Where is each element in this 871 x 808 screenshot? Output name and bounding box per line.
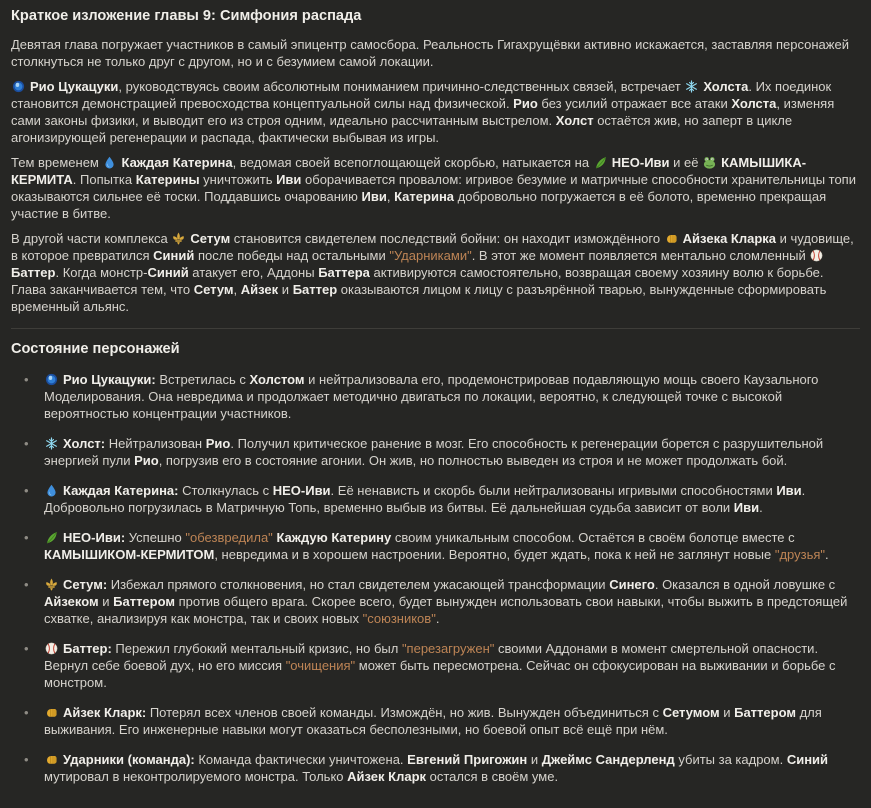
bold-text: Сетум — [193, 282, 234, 297]
list-item-setum — [11, 576, 860, 627]
text-run: без усилий отражает все атаки — [537, 96, 732, 111]
rio-orb-icon — [12, 80, 25, 93]
text-run: против общего врага. Скорее всего, будет вынужден использовать свои навыки, чтобы выжить в предстоящей схватке, анализируя как монстра, так и своих новых — [44, 594, 848, 626]
text-run: и — [98, 594, 114, 609]
section-title: Состояние персонажей — [11, 341, 180, 357]
text-run: Столкнулась с — [178, 483, 273, 498]
bold-text: Синий — [147, 265, 189, 280]
bold-text: Холстом — [249, 372, 305, 387]
ivy-herb-icon — [594, 156, 607, 169]
text-run: . Когда монстр- — [55, 265, 148, 280]
bold-text: Рио — [513, 96, 538, 111]
bold-text: Айзеком — [44, 594, 99, 609]
text-run: и нейтрализовала его, продемонстрировав подавляющую мощь своего Каузального Моделирования. Она невредима и продолжает методично двигаться по локации, вероятно, к следующей точке с высокой вероятностью концентрации участников. — [44, 372, 819, 421]
bold-text: Сетум — [190, 231, 231, 246]
bold-text: Баттера — [318, 265, 370, 280]
list-item-isaac — [11, 704, 860, 738]
bold-text: КАМЫШИКОМ-КЕРМИТОМ — [44, 547, 215, 562]
text-run: . Её ненависть и скорбь были нейтрализованы игривыми способностями — [330, 483, 777, 498]
quoted-text: "перезагружен" — [401, 641, 495, 656]
bold-text: Джеймс Сандерленд — [541, 752, 675, 767]
bold-text: Каждую Катерину — [276, 530, 392, 545]
bold-text: Ударники (команда): — [63, 752, 195, 767]
text-run: Успешно — [125, 530, 186, 545]
bold-text: Иви — [776, 483, 802, 498]
ivy-herb-icon — [45, 531, 58, 544]
text-run: , ведомая своей всепоглощающей скорбью, натыкается на — [232, 155, 593, 170]
bold-text: Каждая Катерина: — [63, 483, 179, 498]
kermit-frog-icon — [703, 156, 716, 169]
bold-text: Холст: — [63, 436, 106, 451]
text-run: добровольно погружается в её болото, временно прекращая участие в битве. — [11, 189, 827, 221]
text-run: Встретилась с — [155, 372, 250, 387]
text-run: . Добровольно погрузилась в Матричную Топь, временно выбыв из битвы. Её дальнейшая судьба зависит от воли — [44, 483, 806, 515]
quoted-text: "обезвредила" — [185, 530, 273, 545]
text-run: , руководствуясь своим абсолютным пониманием причинно-следственных связей, встречает — [118, 79, 685, 94]
quoted-text: "очищения" — [285, 658, 356, 673]
text-run: и — [719, 705, 735, 720]
isaac-glove-icon — [45, 753, 58, 766]
bold-text: Сетум: — [63, 577, 108, 592]
isaac-glove-icon — [665, 232, 678, 245]
bold-text: Каждая Катерина — [121, 155, 233, 170]
setum-fleur-icon — [172, 232, 185, 245]
bold-text: Рио Цукацуки: — [63, 372, 156, 387]
bold-text: Рио Цукацуки — [30, 79, 119, 94]
text-run: и — [527, 752, 542, 767]
bold-text: Сетумом — [662, 705, 720, 720]
bold-text: Холста — [703, 79, 749, 94]
text-run: после победы над остальными — [194, 248, 390, 263]
bold-text: Баттером — [734, 705, 796, 720]
bold-text: НЕО-Иви: — [63, 530, 126, 545]
text-run: В другой части комплекса — [11, 231, 172, 246]
bold-text: Синий — [153, 248, 195, 263]
text-run: Потерял всех членов своей команды. Измождён, но жив. Вынужден объединиться с — [146, 705, 663, 720]
text-run: . — [825, 547, 829, 562]
quoted-text: "друзья" — [774, 547, 826, 562]
text-run: . Их поединок становится демонстрацией превосходства концептуальной силы над физической. — [11, 79, 832, 111]
text-run: . — [435, 611, 440, 626]
bold-text: Баттер — [11, 265, 56, 280]
summary-paragraph-1 — [11, 36, 860, 70]
setum-fleur-icon — [45, 578, 58, 591]
isaac-glove-icon — [45, 706, 58, 719]
bold-text: Баттер: — [63, 641, 112, 656]
katerina-drop-icon — [45, 484, 58, 497]
bold-text: Холста — [731, 96, 777, 111]
text-run: Команда фактически уничтожена. — [194, 752, 408, 767]
text-run: активируются самостоятельно, возвращая своему хозяину волю к борьбе. Глава заканчивается тем, что — [11, 265, 824, 297]
summary-paragraph-4 — [11, 230, 860, 315]
text-run: и чудовище, в которое превратился — [11, 231, 854, 263]
holst-snowflake-icon — [685, 80, 698, 93]
bold-text: Рио — [134, 453, 159, 468]
chapter-title: Краткое изложение главы 9: Симфония распада — [11, 8, 362, 24]
text-run: своими Аддонами в момент смертельной опасности. Вернул себе боевой дух, но его миссия — [44, 641, 819, 673]
text-run: и — [278, 282, 293, 297]
text-run: мутировал в неконтролируемого монстра. Только — [44, 769, 348, 784]
bold-text: Евгений Пригожин — [407, 752, 528, 767]
bold-text: Холст — [555, 113, 594, 128]
text-run: и её — [669, 155, 703, 170]
list-item-butter — [11, 640, 860, 691]
text-run: своим уникальным способом. Остаётся в своём болотце вместе с — [391, 530, 795, 545]
text-run: . Попытка — [72, 172, 136, 187]
butter-baseball-icon — [45, 642, 58, 655]
bold-text: НЕО-Иви — [272, 483, 331, 498]
text-run: для выживания. Его инженерные навыки могут оказаться бесполезными, но боевой опыт всё ещё при нём. — [44, 705, 822, 737]
section-divider — [11, 328, 860, 329]
bold-text: НЕО-Иви — [611, 155, 670, 170]
butter-baseball-icon — [810, 249, 823, 262]
bold-text: Иви — [733, 500, 760, 515]
text-run: оказываются лицом к лицу с разъярённой тварью, вынужденные сформировать временный альянс. — [11, 282, 827, 314]
text-run: оборачивается провалом: игривое безумие и матричные способности хранительницы топи оказываются сильнее её тоски. Поддавшись очарованию — [11, 172, 856, 204]
text-run: . Оказался в одной ловушке с — [654, 577, 836, 592]
list-item-udarniki — [11, 751, 860, 785]
character-status-list — [11, 371, 860, 785]
bold-text: Баттер — [292, 282, 338, 297]
bold-text: Катерина — [394, 189, 455, 204]
text-run: убиты за кадром. — [674, 752, 787, 767]
katerina-drop-icon — [103, 156, 116, 169]
holst-snowflake-icon — [45, 437, 58, 450]
quoted-text: "Ударниками" — [389, 248, 472, 263]
text-run: Нейтрализован — [105, 436, 206, 451]
text-run: . В этот же момент появляется ментально сломленный — [471, 248, 810, 263]
rio-orb-icon — [45, 373, 58, 386]
list-item-holst — [11, 435, 860, 469]
text-run: , — [233, 282, 241, 297]
bold-text: Рио — [205, 436, 231, 451]
list-item-neo-ivy — [11, 529, 860, 563]
quoted-text: "союзников" — [362, 611, 436, 626]
text-run: , — [386, 189, 395, 204]
bold-text: КАМЫШИКА-КЕРМИТА — [11, 155, 807, 187]
text-run: уничтожить — [199, 172, 277, 187]
bold-text: Айзек Кларк — [347, 769, 427, 784]
text-run: атакует его, Аддоны — [188, 265, 319, 280]
bold-text: Иви — [276, 172, 302, 187]
list-item-rio — [11, 371, 860, 422]
text-run: . Получил критическое ранение в мозг. Его способность к регенерации борется с разрушительной энергией пули — [44, 436, 824, 468]
text-run: Избежал прямого столкновения, но стал свидетелем ужасающей трансформации — [107, 577, 610, 592]
list-item-katerina — [11, 482, 860, 516]
bold-text: Синего — [609, 577, 655, 592]
text-run: может быть пересмотрена. Сейчас он сфокусирован на выживании и борьбе с монстром. — [44, 658, 836, 690]
text-run: , невредима и в хорошем настроении. Вероятно, будет ждать, пока к ней не заглянут новые — [214, 547, 775, 562]
text-run: , изменяя сами законы физики, и выводит его из строя одним, идеально рассчитанным выстрелом. — [11, 96, 835, 128]
text-run: Тем временем — [11, 155, 103, 170]
bold-text: Айзек Кларк: — [63, 705, 147, 720]
bold-text: Катерины — [135, 172, 200, 187]
bold-text: Синий — [786, 752, 829, 767]
summary-paragraph-2 — [11, 78, 860, 146]
text-run: , погрузив его в состояние агонии. Он жив, но полностью выведен из строя и не может продолжать бой. — [158, 453, 788, 468]
bold-text: Айзека Кларка — [682, 231, 777, 246]
text-run: становится свидетелем последствий бойни: он находит измождённого — [230, 231, 664, 246]
bold-text: Иви — [361, 189, 387, 204]
text-run: . — [759, 500, 763, 515]
text-run: остаётся жив, но заперт в цикле агонизирующей регенерации и распада, фактически выбывая из игры. — [11, 113, 793, 145]
summary-paragraph-3 — [11, 154, 860, 222]
bold-text: Айзек — [240, 282, 279, 297]
text-run: Пережил глубокий ментальный кризис, но был — [111, 641, 402, 656]
text-run: остался в своём уме. — [426, 769, 559, 784]
bold-text: Баттером — [113, 594, 175, 609]
text-run: Девятая глава погружает участников в самый эпицентр самосбора. Реальность Гигахрущёвки активно искажается, заставляя персонажей столкнуться не только друг с другом, но и с безумием самой локации. — [11, 37, 849, 69]
